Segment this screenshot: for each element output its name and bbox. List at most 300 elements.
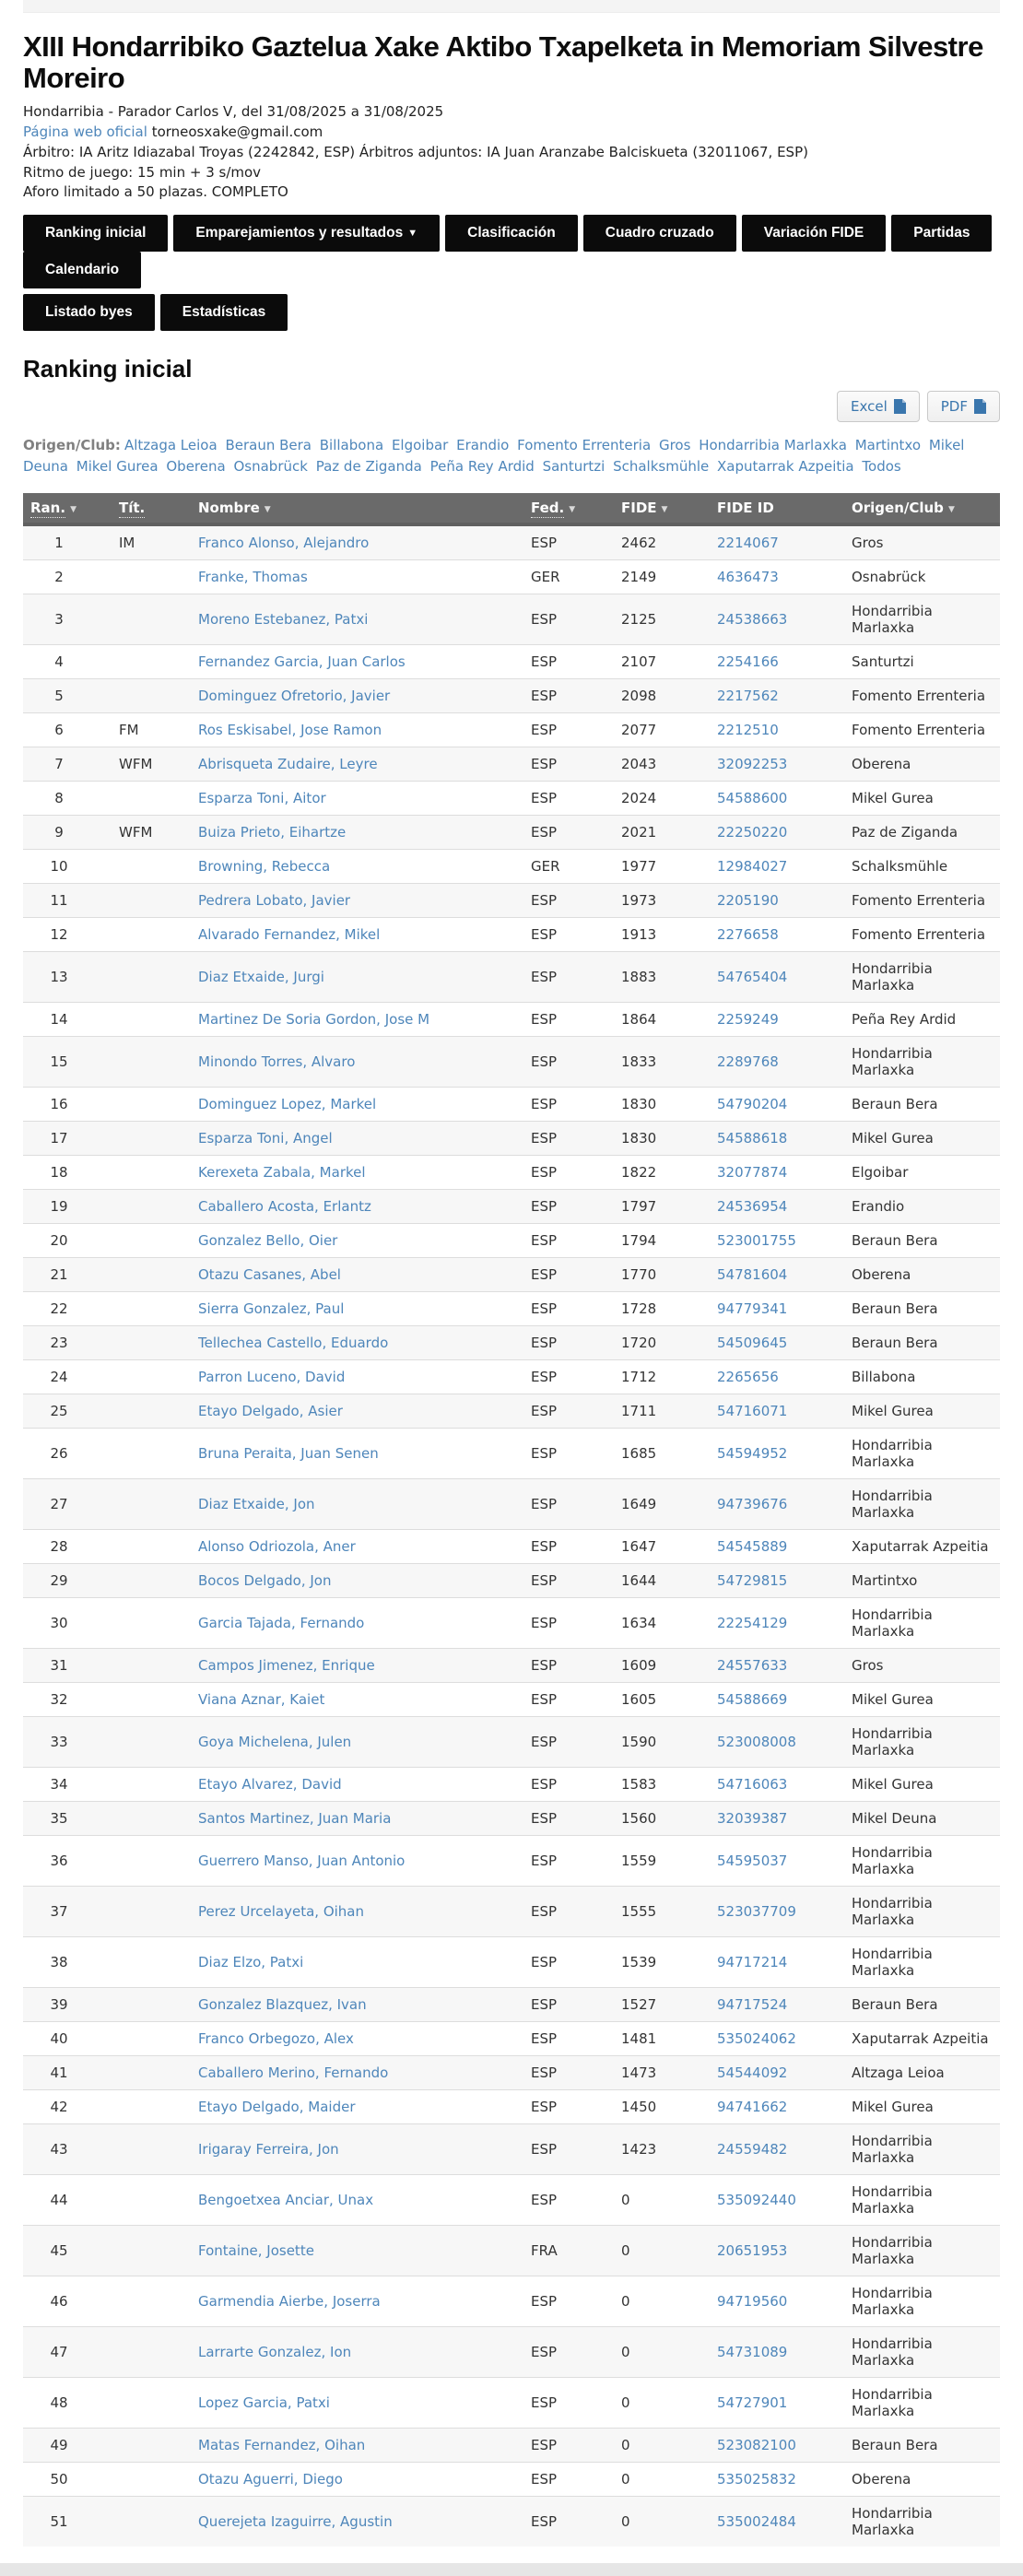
- club-cell: Mikel Gurea: [844, 1121, 1000, 1155]
- club-cell: Oberena: [844, 2462, 1000, 2496]
- fide-id-link[interactable]: 24538663: [717, 610, 788, 628]
- title-cell: [112, 1886, 191, 1936]
- column-header-nombre[interactable]: [191, 493, 523, 524]
- table-row: [23, 1716, 1000, 1767]
- fide-id-cell: [710, 1478, 844, 1529]
- club-link-martintxo[interactable]: Martintxo: [854, 437, 922, 454]
- name-cell: [191, 2462, 523, 2496]
- fide-id-link[interactable]: 54716063: [717, 1775, 788, 1793]
- nav-button-cuadro-cruzado[interactable]: Cuadro cruzado: [583, 215, 736, 252]
- title-cell: [112, 1563, 191, 1597]
- player-name-link[interactable]: Gonzalez Bello, Oier: [198, 1231, 338, 1249]
- federation-cell: ESP: [523, 2276, 614, 2326]
- column-header-ran[interactable]: [23, 493, 112, 524]
- fide-id-link[interactable]: 4636473: [717, 568, 779, 585]
- fide-id-cell: [710, 1529, 844, 1563]
- official-website-link[interactable]: Página web oficial: [23, 123, 147, 140]
- fide-id-link[interactable]: 2265656: [717, 1368, 779, 1385]
- rank-cell: 30: [23, 1597, 112, 1648]
- player-name-link[interactable]: Browning, Rebecca: [198, 857, 331, 875]
- name-cell: [191, 1223, 523, 1257]
- name-cell: [191, 2089, 523, 2123]
- nav-button-variacion-fide[interactable]: Variación FIDE: [742, 215, 887, 252]
- name-cell: [191, 781, 523, 815]
- player-name-link[interactable]: Minondo Torres, Alvaro: [198, 1053, 356, 1070]
- fide-rating-cell: 1647: [614, 1529, 710, 1563]
- player-name-link[interactable]: Campos Jimenez, Enrique: [198, 1656, 375, 1674]
- fide-id-cell: [710, 2021, 844, 2055]
- club-cell: Hondarribia Marlaxka: [844, 1428, 1000, 1478]
- sort-arrow-icon: ▼: [70, 504, 76, 514]
- nav-button-listado-byes[interactable]: Listado byes: [23, 294, 155, 331]
- fide-id-link[interactable]: 523001755: [717, 1231, 796, 1249]
- club-cell: Mikel Gurea: [844, 1767, 1000, 1801]
- column-header-origen-club[interactable]: [844, 493, 1000, 524]
- fide-id-cell: [710, 678, 844, 712]
- fide-id-link[interactable]: 2205190: [717, 891, 779, 909]
- fide-rating-cell: 1423: [614, 2123, 710, 2174]
- player-name-link[interactable]: Parron Luceno, David: [198, 1368, 346, 1385]
- fide-id-link[interactable]: 535092440: [717, 2191, 796, 2208]
- rank-cell: 42: [23, 2089, 112, 2123]
- club-link-hondarribia-marlaxka[interactable]: Hondarribia Marlaxka: [699, 437, 847, 454]
- player-name-link[interactable]: Otazu Aguerri, Diego: [198, 2470, 343, 2488]
- player-name-link[interactable]: Esparza Toni, Angel: [198, 1129, 333, 1147]
- club-link-mikel-gurea[interactable]: Mikel Gurea: [76, 458, 159, 476]
- fide-id-cell: [710, 1936, 844, 1987]
- rank-cell: 35: [23, 1801, 112, 1835]
- club-cell: Xaputarrak Azpeitia: [844, 2021, 1000, 2055]
- federation-cell: ESP: [523, 1936, 614, 1987]
- federation-cell: ESP: [531, 534, 558, 551]
- club-cell: Beraun Bera: [844, 1987, 1000, 2021]
- fide-id-link[interactable]: 94739676: [717, 1495, 788, 1512]
- fide-id-link[interactable]: 54588618: [717, 1129, 788, 1147]
- player-name-link[interactable]: Irigaray Ferreira, Jon: [198, 2140, 339, 2158]
- fide-rating-cell: 1539: [614, 1936, 710, 1987]
- club-cell: Erandio: [844, 1189, 1000, 1223]
- club-link-xaputarrak-azpeitia[interactable]: Xaputarrak Azpeitia: [717, 458, 854, 476]
- club-cell: Martintxo: [844, 1563, 1000, 1597]
- player-name-link[interactable]: Lopez Garcia, Patxi: [198, 2394, 330, 2411]
- club-link-santurtzi[interactable]: Santurtzi: [542, 458, 606, 476]
- fide-id-link[interactable]: 54588600: [717, 789, 788, 806]
- club-cell: Osnabrück: [844, 559, 1000, 594]
- club-link-erandio[interactable]: Erandio: [456, 437, 510, 454]
- rank-cell: 50: [23, 2462, 112, 2496]
- table-row: [23, 2174, 1000, 2225]
- club-cell: Beraun Bera: [844, 1325, 1000, 1359]
- nav-row-1: [23, 215, 1000, 288]
- fide-id-link[interactable]: 54544092: [717, 2064, 788, 2081]
- rank-cell: 20: [23, 1223, 112, 1257]
- club-cell: Mikel Gurea: [844, 781, 1000, 815]
- player-name-link[interactable]: Fontaine, Josette: [198, 2241, 314, 2259]
- player-name-link[interactable]: Alonso Odriozola, Aner: [198, 1537, 356, 1555]
- player-name-link[interactable]: Caballero Acosta, Erlantz: [198, 1197, 371, 1215]
- player-name-link[interactable]: Buiza Prieto, Eihartze: [198, 823, 347, 841]
- fide-id-link[interactable]: 54729815: [717, 1571, 788, 1589]
- federation-cell: ESP: [523, 2055, 614, 2089]
- table-row: [23, 678, 1000, 712]
- table-row: [23, 849, 1000, 883]
- federation-cell: ESP: [523, 1886, 614, 1936]
- rank-cell: 33: [23, 1716, 112, 1767]
- player-name-link[interactable]: Larrarte Gonzalez, Ion: [198, 2343, 352, 2360]
- federation-cell: ESP: [523, 2123, 614, 2174]
- fide-id-link[interactable]: 54790204: [717, 1095, 788, 1112]
- fide-id-link[interactable]: 523008008: [717, 1733, 796, 1750]
- club-link-schalksmuhle[interactable]: Schalksmühle: [613, 458, 710, 476]
- club-cell: Mikel Deuna: [844, 1801, 1000, 1835]
- title-cell: [112, 1189, 191, 1223]
- table-row: [23, 2225, 1000, 2276]
- federation-cell: ESP: [523, 815, 614, 849]
- fide-id-link[interactable]: 54781604: [717, 1265, 788, 1283]
- fide-rating-cell: 1794: [614, 1223, 710, 1257]
- player-name-link[interactable]: Querejeta Izaguirre, Agustin: [198, 2512, 393, 2530]
- fide-id-link[interactable]: 32039387: [717, 1809, 788, 1827]
- club-link-osnabruck[interactable]: Osnabrück: [233, 458, 308, 476]
- player-name-link[interactable]: Etayo Delgado, Asier: [198, 1402, 343, 1419]
- fide-id-link[interactable]: 94741662: [717, 2098, 788, 2115]
- fide-id-link[interactable]: 24536954: [717, 1197, 788, 1215]
- player-name-link[interactable]: Pedrera Lobato, Javier: [198, 891, 351, 909]
- rank-cell: 1: [54, 534, 64, 551]
- nav-button-calendario[interactable]: Calendario: [23, 252, 141, 288]
- fide-id-link[interactable]: 2214067: [717, 534, 779, 551]
- player-name-link[interactable]: Franco Orbegozo, Alex: [198, 2029, 354, 2047]
- player-name-link[interactable]: Garcia Tajada, Fernando: [198, 1614, 365, 1631]
- excel-button-label: Excel: [851, 398, 888, 416]
- player-name-link[interactable]: Bengoetxea Anciar, Unax: [198, 2191, 374, 2208]
- fide-id-cell: [710, 2174, 844, 2225]
- federation-cell: ESP: [523, 1801, 614, 1835]
- capacity-line: Aforo limitado a 50 plazas. COMPLETO: [23, 183, 288, 201]
- player-name-link[interactable]: Sierra Gonzalez, Paul: [198, 1300, 345, 1317]
- fide-id-cell: [710, 1036, 844, 1087]
- club-cell: Hondarribia Marlaxka: [844, 2377, 1000, 2428]
- table-row: [23, 1801, 1000, 1835]
- federation-cell: ESP: [523, 1835, 614, 1886]
- nav-button-clasificacion[interactable]: Clasificación: [445, 215, 578, 252]
- name-cell: [191, 1886, 523, 1936]
- table-row: [23, 2123, 1000, 2174]
- fide-id-link[interactable]: 2212510: [717, 721, 779, 738]
- fide-id-link[interactable]: 54595037: [717, 1852, 788, 1869]
- table-row: [23, 1987, 1000, 2021]
- club-link-pena-rey-ardid[interactable]: Peña Rey Ardid: [429, 458, 535, 476]
- name-cell: [191, 678, 523, 712]
- fide-id-link[interactable]: 2217562: [717, 687, 779, 704]
- table-row: [23, 1325, 1000, 1359]
- player-name-link[interactable]: Diaz Etxaide, Jon: [198, 1495, 315, 1512]
- player-name-link[interactable]: Matas Fernandez, Oihan: [198, 2436, 366, 2453]
- fide-id-link[interactable]: 54765404: [717, 968, 788, 985]
- table-row: [23, 712, 1000, 747]
- club-link-altzaga-leioa[interactable]: Altzaga Leioa: [123, 437, 218, 454]
- fide-id-cell: [710, 1257, 844, 1291]
- name-cell: [191, 1325, 523, 1359]
- title-cell: [112, 2174, 191, 2225]
- table-row: [23, 1036, 1000, 1087]
- rank-cell: 14: [23, 1002, 112, 1036]
- title-cell: [112, 1002, 191, 1036]
- federation-cell: ESP: [523, 883, 614, 917]
- player-name-link[interactable]: Goya Michelena, Julen: [198, 1733, 352, 1750]
- player-name-link[interactable]: Etayo Delgado, Maider: [198, 2098, 356, 2115]
- rank-cell: 15: [23, 1036, 112, 1087]
- fide-id-link[interactable]: 12984027: [717, 857, 788, 875]
- name-cell: [191, 1036, 523, 1087]
- fide-id-link[interactable]: 24557633: [717, 1656, 788, 1674]
- club-link-paz-de-ziganda[interactable]: Paz de Ziganda: [315, 458, 422, 476]
- fide-id-link[interactable]: 32077874: [717, 1163, 788, 1181]
- player-name-link[interactable]: Esparza Toni, Aitor: [198, 789, 326, 806]
- fide-id-link[interactable]: 54727901: [717, 2394, 788, 2411]
- fide-id-cell: [710, 2462, 844, 2496]
- fide-rating-cell: 1560: [614, 1801, 710, 1835]
- fide-id-link[interactable]: 2254166: [717, 653, 779, 670]
- title-cell: [112, 559, 191, 594]
- player-name-link[interactable]: Bruna Peraita, Juan Senen: [198, 1444, 379, 1462]
- table-row: [23, 1597, 1000, 1648]
- club-link-todos[interactable]: Todos: [862, 458, 901, 476]
- rank-cell: 4: [23, 644, 112, 678]
- fide-id-link[interactable]: 94717524: [717, 1995, 788, 2013]
- club-cell: Peña Rey Ardid: [844, 1002, 1000, 1036]
- table-row: [23, 559, 1000, 594]
- table-row: [23, 2089, 1000, 2123]
- title-cell: [112, 1428, 191, 1478]
- fide-rating-cell: 0: [614, 2276, 710, 2326]
- club-cell: Hondarribia Marlaxka: [844, 2174, 1000, 2225]
- player-name-link[interactable]: Caballero Merino, Fernando: [198, 2064, 389, 2081]
- fide-id-cell: [710, 2377, 844, 2428]
- rank-cell: 40: [23, 2021, 112, 2055]
- fide-id-link[interactable]: 20651953: [717, 2241, 788, 2259]
- name-cell: [191, 1257, 523, 1291]
- player-name-link[interactable]: Tellechea Castello, Eduardo: [198, 1334, 389, 1351]
- fide-id-cell: [710, 1087, 844, 1121]
- fide-id-link[interactable]: 54716071: [717, 1402, 788, 1419]
- title-cell: [112, 1291, 191, 1325]
- nav-button-ranking-inicial[interactable]: Ranking inicial: [23, 215, 168, 252]
- fide-id-link[interactable]: 535002484: [717, 2512, 796, 2530]
- rank-cell: 51: [23, 2496, 112, 2547]
- player-name-link[interactable]: Alvarado Fernandez, Mikel: [198, 925, 381, 943]
- fide-id-link[interactable]: 32092253: [717, 755, 788, 772]
- pdf-export-button[interactable]: [927, 391, 1000, 422]
- player-name-link[interactable]: Abrisqueta Zudaire, Leyre: [198, 755, 378, 772]
- fide-id-cell: [710, 1835, 844, 1886]
- player-name-link[interactable]: Dominguez Ofretorio, Javier: [198, 687, 391, 704]
- federation-cell: ESP: [523, 1987, 614, 2021]
- rank-cell: 24: [23, 1359, 112, 1394]
- column-header-fed[interactable]: [523, 493, 614, 524]
- fide-id-cell: [710, 917, 844, 951]
- fide-id-link[interactable]: 22250220: [717, 823, 788, 841]
- player-name-link[interactable]: Gonzalez Blazquez, Ivan: [198, 1995, 367, 2013]
- name-cell: [191, 1716, 523, 1767]
- rank-cell: 6: [23, 712, 112, 747]
- title-cell: [112, 1121, 191, 1155]
- fide-rating-cell: 1712: [614, 1359, 710, 1394]
- nav-button-emparejamientos-y-resultados[interactable]: Emparejamientos y resultados ▼: [173, 215, 440, 252]
- fide-id-link[interactable]: 24559482: [717, 2140, 788, 2158]
- player-name-link[interactable]: Martinez De Soria Gordon, Jose M: [198, 1010, 430, 1028]
- sort-arrow-icon: ▼: [947, 504, 955, 514]
- federation-cell: ESP: [523, 2021, 614, 2055]
- federation-cell: ESP: [523, 1767, 614, 1801]
- fide-id-link[interactable]: 54509645: [717, 1334, 788, 1351]
- club-link-mikel-deuna[interactable]: Mikel Deuna: [23, 437, 965, 476]
- federation-cell: ESP: [523, 1648, 614, 1682]
- club-cell: Hondarribia Marlaxka: [844, 1835, 1000, 1886]
- federation-cell: ESP: [523, 2462, 614, 2496]
- table-row: [23, 1087, 1000, 1121]
- club-cell: Hondarribia Marlaxka: [844, 2326, 1000, 2377]
- fide-id-link[interactable]: 535024062: [717, 2029, 796, 2047]
- fide-id-link[interactable]: 2289768: [717, 1053, 779, 1070]
- fide-id-link[interactable]: 94779341: [717, 1300, 788, 1317]
- fide-rating-cell: 1473: [614, 2055, 710, 2089]
- name-cell: [191, 2377, 523, 2428]
- club-link-gros[interactable]: Gros: [658, 437, 691, 454]
- club-cell: Beraun Bera: [844, 1087, 1000, 1121]
- title-cell: [112, 1597, 191, 1648]
- player-name-link[interactable]: Santos Martinez, Juan Maria: [198, 1809, 392, 1827]
- excel-export-button[interactable]: [837, 391, 920, 422]
- contact-email: torneosxake@gmail.com: [151, 123, 323, 140]
- title-cell: [112, 2021, 191, 2055]
- fide-id-link[interactable]: 523082100: [717, 2436, 796, 2453]
- clubs-filter: [23, 435, 1000, 478]
- club-cell: Hondarribia Marlaxka: [844, 951, 1000, 1002]
- fide-id-link[interactable]: 54545889: [717, 1537, 788, 1555]
- player-name-link[interactable]: Garmendia Aierbe, Joserra: [198, 2292, 381, 2310]
- name-cell: [191, 747, 523, 781]
- player-name-link[interactable]: Franke, Thomas: [198, 568, 308, 585]
- fide-rating-cell: 1913: [614, 917, 710, 951]
- club-link-fomento-errenteria[interactable]: Fomento Errenteria: [517, 437, 652, 454]
- club-cell: Beraun Bera: [844, 1223, 1000, 1257]
- club-link-elgoibar[interactable]: Elgoibar: [391, 437, 449, 454]
- title-cell: [112, 781, 191, 815]
- player-name-link[interactable]: Franco Alonso, Alejandro: [198, 534, 370, 551]
- rank-cell: 12: [23, 917, 112, 951]
- fide-rating-cell: 1634: [614, 1597, 710, 1648]
- federation-cell: ESP: [523, 1325, 614, 1359]
- rank-cell: 7: [23, 747, 112, 781]
- rank-cell: 34: [23, 1767, 112, 1801]
- player-name-link[interactable]: Fernandez Garcia, Juan Carlos: [198, 653, 406, 670]
- player-name-link[interactable]: Diaz Etxaide, Jurgi: [198, 968, 324, 985]
- column-label: Ran.: [30, 499, 66, 516]
- name-cell: [191, 1648, 523, 1682]
- fide-id-link[interactable]: 54731089: [717, 2343, 788, 2360]
- club-cell: Hondarribia Marlaxka: [844, 594, 1000, 644]
- nav-button-partidas[interactable]: Partidas: [891, 215, 992, 252]
- fide-rating-cell: 1864: [614, 1002, 710, 1036]
- player-name-link[interactable]: Guerrero Manso, Juan Antonio: [198, 1852, 406, 1869]
- fide-id-link[interactable]: 22254129: [717, 1614, 788, 1631]
- club-link-oberena[interactable]: Oberena: [166, 458, 226, 476]
- fide-rating-cell: 1559: [614, 1835, 710, 1886]
- table-row: [23, 1682, 1000, 1716]
- fide-id-link[interactable]: 2259249: [717, 1010, 779, 1028]
- fide-id-cell: [710, 644, 844, 678]
- fide-id-link[interactable]: 54594952: [717, 1444, 788, 1462]
- federation-cell: ESP: [523, 1529, 614, 1563]
- rank-cell: 27: [23, 1478, 112, 1529]
- federation-cell: ESP: [523, 917, 614, 951]
- table-row: [23, 883, 1000, 917]
- club-cell: Gros: [852, 534, 884, 551]
- player-name-link[interactable]: Diaz Elzo, Patxi: [198, 1953, 304, 1970]
- fide-id-cell: [710, 2276, 844, 2326]
- rank-cell: 21: [23, 1257, 112, 1291]
- table-row: [23, 2021, 1000, 2055]
- title-cell: [112, 917, 191, 951]
- club-cell: Beraun Bera: [844, 1291, 1000, 1325]
- player-name-link[interactable]: Viana Aznar, Kaiet: [198, 1690, 325, 1708]
- fide-rating-cell: 1590: [614, 1716, 710, 1767]
- fide-id-link[interactable]: 54588669: [717, 1690, 788, 1708]
- club-link-billabona[interactable]: Billabona: [319, 437, 384, 454]
- nav-button-estadisticas[interactable]: Estadísticas: [160, 294, 288, 331]
- column-header-fide[interactable]: [614, 493, 710, 524]
- club-cell: Fomento Errenteria: [844, 712, 1000, 747]
- fide-id-link[interactable]: 535025832: [717, 2470, 796, 2488]
- player-name-link[interactable]: Otazu Casanes, Abel: [198, 1265, 341, 1283]
- rank-cell: 5: [23, 678, 112, 712]
- title-cell: [112, 1801, 191, 1835]
- fide-id-cell: [710, 1223, 844, 1257]
- player-name-link[interactable]: Perez Urcelayeta, Oihan: [198, 1902, 364, 1920]
- clubs-filter-label: Origen/Club:: [23, 437, 121, 454]
- fide-id-link[interactable]: 94719560: [717, 2292, 788, 2310]
- player-name-link[interactable]: Moreno Estebanez, Patxi: [198, 610, 369, 628]
- fide-id-cell: [710, 2496, 844, 2547]
- table-row: [23, 524, 1000, 560]
- name-cell: [191, 1767, 523, 1801]
- fide-id-cell: [710, 781, 844, 815]
- fide-rating-cell: 1644: [614, 1563, 710, 1597]
- table-row: [23, 2276, 1000, 2326]
- club-link-beraun-bera[interactable]: Beraun Bera: [225, 437, 312, 454]
- ranking-table: [23, 493, 1000, 2547]
- player-name-link[interactable]: Kerexeta Zabala, Markel: [198, 1163, 366, 1181]
- fide-id-cell: [710, 951, 844, 1002]
- player-name-link[interactable]: Ros Eskisabel, Jose Ramon: [198, 721, 382, 738]
- player-name-link[interactable]: Bocos Delgado, Jon: [198, 1571, 332, 1589]
- fide-rating-cell: 1605: [614, 1682, 710, 1716]
- export-bar: [23, 391, 1000, 422]
- fide-id-link[interactable]: 2276658: [717, 925, 779, 943]
- ranking-table-header: [23, 493, 1000, 524]
- club-cell: Elgoibar: [844, 1155, 1000, 1189]
- club-cell: Fomento Errenteria: [844, 678, 1000, 712]
- fide-id-cell: [710, 2123, 844, 2174]
- club-cell: Hondarribia Marlaxka: [844, 1478, 1000, 1529]
- fide-id-link[interactable]: 94717214: [717, 1953, 788, 1970]
- player-name-link[interactable]: Etayo Alvarez, David: [198, 1775, 342, 1793]
- player-name-link[interactable]: Dominguez Lopez, Markel: [198, 1095, 377, 1112]
- federation-cell: ESP: [523, 2326, 614, 2377]
- title-cell: [112, 2326, 191, 2377]
- fide-id-link[interactable]: 523037709: [717, 1902, 796, 1920]
